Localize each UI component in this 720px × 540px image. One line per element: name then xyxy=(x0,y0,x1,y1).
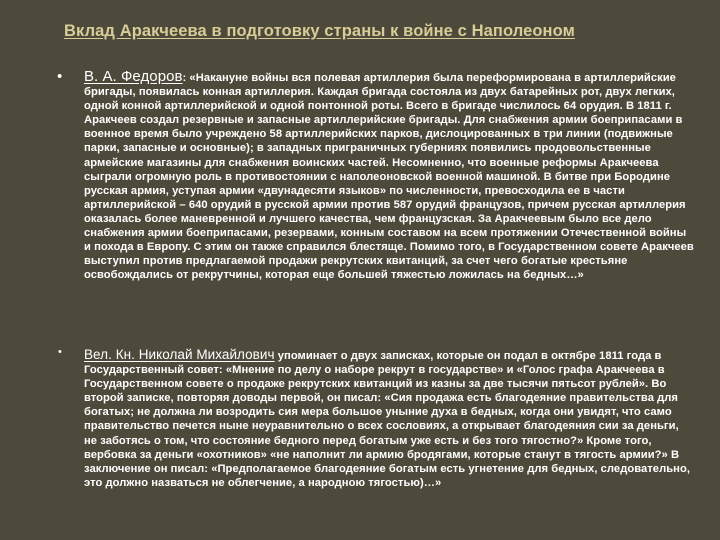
author-fedorov: В. А. Федоров xyxy=(84,68,183,85)
bullet-1: • xyxy=(57,68,63,85)
quote-nikolai: упоминает о двух записках, которые он подал в октябре 1811 года в Государственный совет: «Мнение по делу о наборе рекрут в государстве» и «Голос графа Аракчеева в Государственном совете о продаже рекрутских квитанций из казны за две тысячи пятьсот рублей». Во второй записке, повторяя доводы первой, он писал: «Сия продажа есть благодеяние правительства для богатых; не должна ли возродить сия мера большое уныние духа в бедных, когда они увидят, что само правительство печется ныне неуравнительно о всех сословиях, а открывает благодеяния сии за деньги, не заботясь о том, что состояние бедного перед богатым уже есть и без того тягостно?» Кроме того, вербовка за деньги «охотников» «не наполнит ли армию бродягами, которые станут в тягость армии?» В заключение он писал: «Предполагаемое благодеяние богатым есть угнетение для бедных, следовательно, это должно назваться не облегчение, а народною тягостью)…» xyxy=(84,350,691,489)
paragraph-nikolai xyxy=(84,348,694,490)
author-nikolai: Вел. Кн. Николай Михайлович xyxy=(84,347,275,362)
quote-fedorov: : «Накануне войны вся полевая артиллерия была переформирована в артиллерийские бригады, появилась конная артиллерия. Каждая бригада состояла из двух батарейных рот, двух легких, одной конной артиллерийской и одной понтонной роты. Всего в бригаде числилось 64 орудия. В 1811 г. Аракчеев создал резервные и запасные артиллерийские бригады. Для снабжения армии боеприпасами в военное время было учреждено 58 артиллерийских парков, дислоцированных в три линии (подвижные парки, запасные и основные); в западных приграничных губерниях появились продовольственные армейские магазины для снабжения воинских частей. Несомненно, что военные реформы Аракчеева сыграли огромную роль в противостоянии с наполеоновской военной машиной. В битве при Бородине русская армия, уступая армии «двунадесяти языков» по численности, превосходила ее в части артиллерийской – 640 орудий в русской армии против 587 орудий французов, причем русская артиллерия оказалась более маневренной и лучшего качества, чем французская. За Аракчеевым было все дело снабжения армии боеприпасами, резервами, конным составом на всем протяжении Отечественной войны и похода в Европу. С этим он также справился блестяще. Помимо того, в Государственном совете Аракчеев выступил против предлагаемой продажи рекрутских квитанций, за счет чего богатые крестьяне освобождались от рекрутчины, которая еще большей тяжестью ложилась на бедных…» xyxy=(84,72,694,282)
paragraph-fedorov xyxy=(84,70,694,282)
bullet-2: • xyxy=(58,346,62,358)
slide-title: Вклад Аракчеева в подготовку страны к войне с Наполеоном xyxy=(64,22,575,40)
